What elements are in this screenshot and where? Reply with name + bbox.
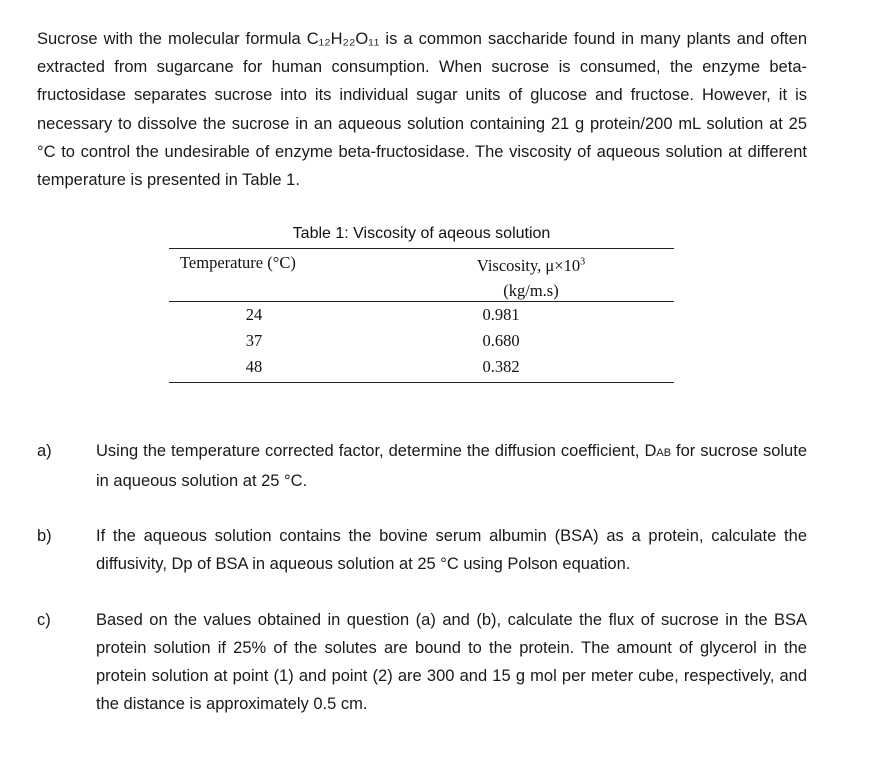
cell-temperature: 48: [245, 357, 263, 376]
table-row: [169, 302, 674, 328]
cell-viscosity: 0.680: [482, 331, 520, 350]
header-viscosity: Viscosity, $\mu\times 10^3$ (kg/m.s): [476, 256, 586, 300]
header-temperature: Temperature (°C): [180, 253, 296, 272]
question-label: c): [37, 611, 51, 629]
cell-viscosity: 0.382: [482, 357, 520, 376]
question-c: [37, 606, 807, 718]
table-caption: Table 1: Viscosity of aqeous solution: [292, 225, 551, 242]
table-row: [169, 354, 674, 380]
question-text: If the aqueous solution contains the bovine serum albumin (BSA) as a protein, calculate the diffusivity, Dp of BSA in aqueous solution at 25 °C using Polson equation.: [96, 527, 807, 573]
table-bottom-rule: [169, 382, 674, 383]
table-header: [169, 249, 674, 301]
cell-viscosity: 0.981: [482, 305, 520, 324]
cell-temperature: 37: [245, 331, 263, 350]
question-a: [37, 437, 807, 495]
intro-paragraph: Sucrose with the molecular formula C₁₂H₂₂O₁₁ is a common saccharide found in many plants and often extracted from sugarcane for human consumption. When sucrose is consumed, the enzyme beta-fructosidase separates sucrose into its individual sugar units of glucose and fructose. However, it is necessary to dissolve the sucrose in an aqueous solution containing 21 g protein/200 mL solution at 25 °C to control the undesirable of enzyme beta-fructosidase. The viscosity of aqueous solution at different temperature is presented in Table 1.: [37, 30, 807, 190]
question-text: Using the temperature corrected factor, determine the diffusion coefficient, DAB for sucrose solute in aqueous solution at 25 °C.: [96, 442, 807, 490]
table-row: [169, 328, 674, 354]
question-label: a): [37, 442, 52, 460]
question-b: [37, 522, 807, 578]
cell-temperature: 24: [245, 305, 263, 324]
viscosity-table: [169, 222, 674, 383]
question-label: b): [37, 527, 52, 545]
question-text: Based on the values obtained in question (a) and (b), calculate the flux of sucrose in the BSA protein solution if 25% of the solutes are bound to the protein. The amount of glycerol in the protein solution at point (1) and point (2) are 300 and 15 g mol per meter cube, respectively, and the distance is approximately 0.5 cm.: [96, 611, 807, 713]
